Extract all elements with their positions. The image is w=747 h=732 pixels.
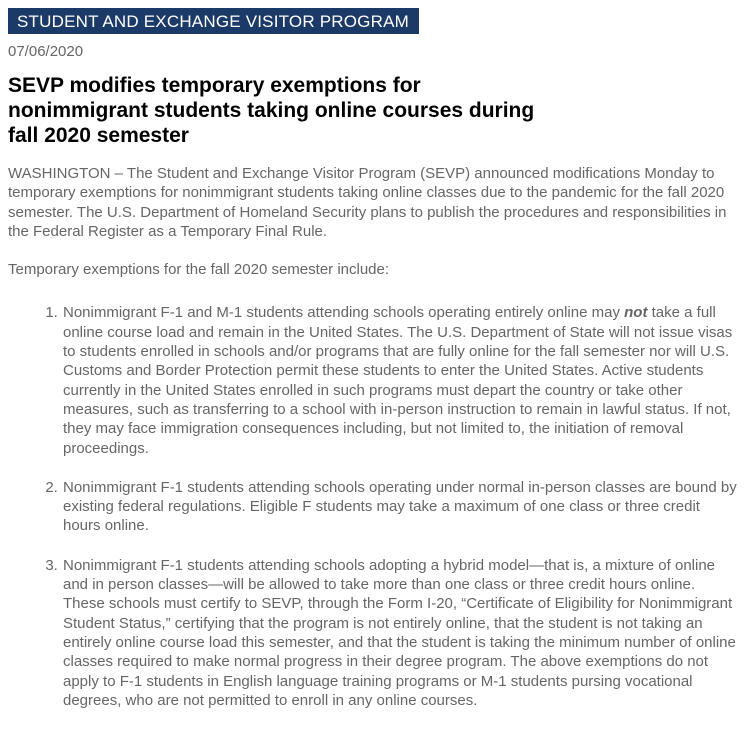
- list-item-2: 2. Nonimmigrant F-1 students attending schools operating under normal in-person classes are bound by existing federal regulations. Eligible F students may take a maximum of one class or three credit hours online.: [62, 478, 738, 536]
- exemptions-list: [8, 303, 738, 710]
- program-banner: [8, 8, 419, 34]
- headline: [8, 73, 738, 148]
- article-date: 07/06/2020: [8, 43, 84, 60]
- headline-line-1: SEVP modifies temporary exemptions for: [8, 74, 421, 97]
- list-item-1-text-pre: Nonimmigrant F-1 and M-1 students attending schools operating entirely online may: [63, 304, 625, 322]
- program-banner-label: STUDENT AND EXCHANGE VISITOR PROGRAM: [17, 12, 409, 31]
- list-item-1: [62, 303, 738, 457]
- headline-line-3: fall 2020 semester: [8, 124, 189, 147]
- list-item-1-emphasis: not: [624, 304, 648, 322]
- list-intro-paragraph: Temporary exemptions for the fall 2020 semester include:: [8, 261, 390, 279]
- intro-paragraph: WASHINGTON – The Student and Exchange Visitor Program (SEVP) announced modifications Monday to temporary exemptions for nonimmigrant students taking online classes due to the pandemic for the fall 2020 semester. The U.S. Department of Homeland Security plans to publish the procedures and responsibilities in the Federal Register as a Temporary Final Rule.: [8, 165, 727, 240]
- headline-line-2: nonimmigrant students taking online courses during: [8, 99, 535, 122]
- list-item-1-text-post: take a full online course load and remain in the United States. The U.S. Department of State will not issue visas to students enrolled in schools and/or programs that are fully online for the fall semester nor will U.S. Customs and Border Protection permit these students to enter the United States. Active students currently in the United States enrolled in such programs must depart the country or take other measures, such as transferring to a school with in-person instruction to remain in lawful status. If not, they may face immigration consequences including, but not limited to, the initiation of removal proceedings.: [63, 304, 733, 457]
- list-item-3: 3. Nonimmigrant F-1 students attending schools adopting a hybrid model—that is, a mixture of online and in person classes—will be allowed to take more than one class or three credit hours online. These schools must certify to SEVP, through the Form I-20, “Certificate of Eligibility for Nonimmigrant Student Status,” certifying that the program is not entirely online, that the student is not taking an entirely online course load this semester, and that the student is taking the minimum number of online classes required to make normal progress in their degree program. The above exemptions do not apply to F-1 students in English language training programs or M-1 students pursing vocational degrees, who are not permitted to enroll in any online courses.: [62, 556, 738, 710]
